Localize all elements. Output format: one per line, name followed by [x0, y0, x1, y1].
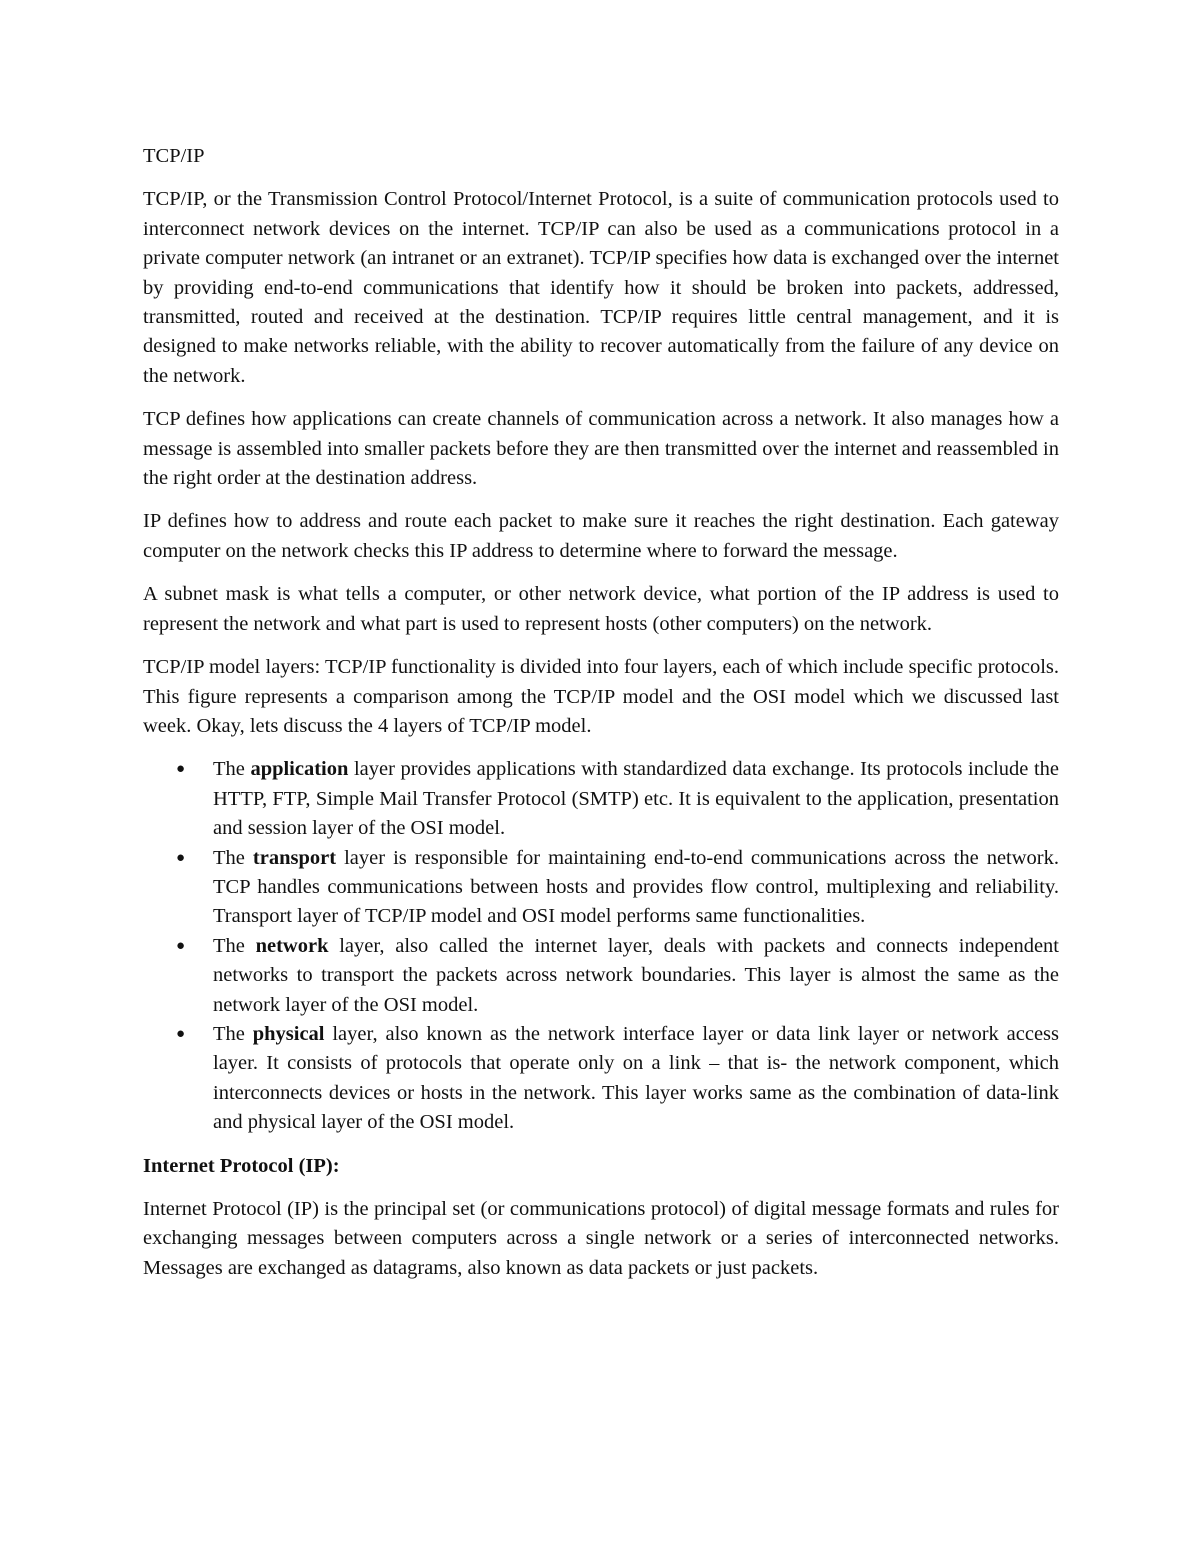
bullet-icon: ● — [176, 761, 186, 778]
layer-keyword-physical: physical — [252, 1022, 325, 1045]
layer-prefix: The — [213, 934, 256, 957]
layer-prefix: The — [213, 1022, 253, 1045]
section-heading-internet-protocol: Internet Protocol (IP): — [143, 1154, 340, 1177]
paragraph-model-layers: TCP/IP model layers: TCP/IP functionality is divided into four layers, each of which include specific protocols. This figure represents a comparison among the TCP/IP model and the OSI model which we discussed last week. Okay, lets discuss the 4 layers of TCP/IP model. — [143, 656, 1059, 737]
bullet-icon: ● — [176, 849, 186, 866]
layer-description: layer, also called the internet layer, deals with packets and connects independent networks to transport the packets across network boundaries. This layer is almost the same as the network layer of the OSI model. — [213, 934, 1059, 1016]
paragraph-internet-protocol: Internet Protocol (IP) is the principal set (or communications protocol) of digital message formats and rules for exchanging messages between computers across a single network or a series of interconnected networks. Messages are exchanged as datagrams, also known as data packets or just packets. — [143, 1198, 1059, 1279]
document-title: TCP/IP — [143, 145, 205, 167]
list-item-physical-layer — [176, 1020, 1060, 1138]
layer-keyword-transport: transport — [252, 846, 337, 869]
paragraph-tcp-definition: TCP defines how applications can create channels of communication across a network. It also manages how a message is assembled into smaller packets before they are then transmitted over the internet and reassembled in the right order at the destination address. — [143, 408, 1059, 490]
paragraph-tcpip-overview: TCP/IP, or the Transmission Control Protocol/Internet Protocol, is a suite of communication protocols used to interconnect network devices on the internet. TCP/IP can also be used as a communications protocol in a private computer network (an intranet or an extranet). TCP/IP specifies how data is exchanged over the internet by providing end-to-end communications that identify how it should be broken into packets, addressed, transmitted, routed and received at the destination. TCP/IP requires little central management, and it is designed to make networks reliable, with the ability to recover automatically from the failure of any device on the network. — [143, 188, 1059, 387]
layer-keyword-network: network — [255, 934, 329, 957]
layer-description: layer provides applications with standardized data exchange. Its protocols include the HTTP, FTP, Simple Mail Transfer Protocol (SMTP) etc. It is equivalent to the application, presentation and session layer of the OSI model. — [213, 758, 1059, 840]
list-item-application-layer — [176, 755, 1059, 843]
bullet-icon: ● — [176, 1025, 186, 1042]
bullet-icon: ● — [176, 937, 186, 954]
list-item-transport-layer — [176, 844, 1060, 932]
layer-keyword-application: application — [250, 758, 349, 781]
layer-prefix: The — [213, 758, 251, 781]
paragraph-subnet-mask: A subnet mask is what tells a computer, or other network device, what portion of the IP address is used to represent the network and what part is used to represent hosts (other computers) on the network. — [143, 583, 1059, 635]
paragraph-ip-definition: IP defines how to address and route each packet to make sure it reaches the right destination. Each gateway computer on the network checks this IP address to determine where to forward the message. — [143, 510, 1059, 562]
document-body — [143, 142, 1059, 1297]
layer-description: layer, also known as the network interface layer or data link layer or network access layer. It consists of protocols that operate only on a link – that is- the network component, which interconnects devices or hosts in the network. This layer works same as the combination of data-link and physical layer of the OSI model. — [213, 1022, 1060, 1134]
layers-list — [143, 755, 1059, 1137]
list-item-network-layer — [176, 932, 1059, 1020]
layer-prefix: The — [213, 846, 253, 869]
layer-description: layer is responsible for maintaining end-to-end communications across the network. TCP handles communications between hosts and provides flow control, multiplexing and reliability. Transport layer of TCP/IP model and OSI model performs same functionalities. — [213, 846, 1060, 928]
